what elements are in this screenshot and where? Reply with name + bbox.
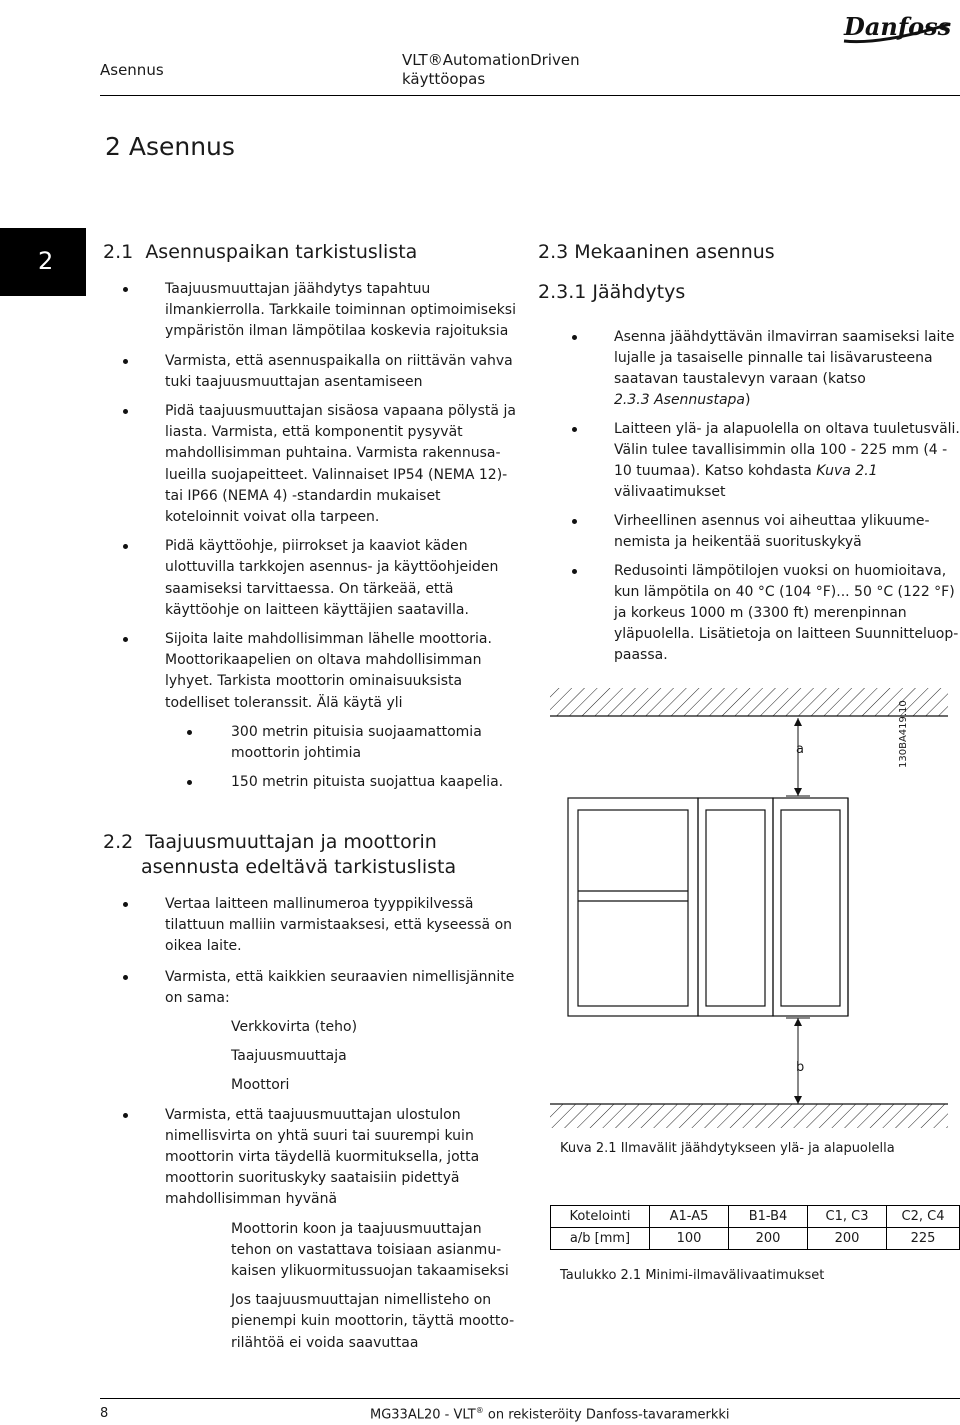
section-2-2-list — [101, 894, 541, 1354]
table-header-cell: A1-A5 — [650, 1206, 729, 1228]
header-rule — [100, 95, 960, 96]
sub-list-item: 150 metrin pituista suojattua kaapelia. — [101, 772, 541, 793]
table-row — [551, 1228, 960, 1250]
list-item: Varmista, että kaikkien seuraavien nimellisjännite on sama: — [101, 967, 541, 1009]
ceiling-hatch — [550, 688, 948, 716]
table-cell: 200 — [808, 1228, 887, 1250]
voltage-item-3: Moottori — [231, 1077, 290, 1094]
list-item: Virheellinen asennus voi aiheuttaa ylikuume- nemista ja heikentää suorituskykyä — [550, 511, 960, 553]
header-product-line1: VLT®AutomationDriven — [402, 51, 580, 69]
drive-left — [568, 798, 698, 1016]
section-2-2-title-line2: asennusta edeltävä tarkistuslista — [141, 856, 457, 878]
table-cell: 100 — [650, 1228, 729, 1250]
section-2-2-heading — [103, 830, 456, 880]
table-cell: a/b [mm] — [551, 1228, 650, 1250]
list-item: Asenna jäähdyttävän ilmavirran saamiseksi laite lujalle ja tasaiselle pinnalle tai lisävarusteena saatavan taustalevyn varaan (katso 2.3.3 Asennustapa) — [550, 327, 960, 411]
list-item: Taajuusmuuttajan jäähdytys tapahtuu ilmankierrolla. Tarkkaile toiminnan optimoimiseksi ympäristön ilman lämpötilaa koskevia rajoituksia — [101, 279, 541, 343]
sub-paragraph: Jos taajuusmuuttajan nimellisteho on pienempi kuin moottorin, täyttä mootto- rilähtöä ei voida saavuttaa — [231, 1292, 515, 1351]
sub-paragraph: Moottorin koon ja taajuusmuuttajan tehon on vastattava toisiaan asianmu- kaisen ylikuormitussuojan takaamiseksi — [231, 1220, 509, 1280]
footer-rule — [100, 1398, 960, 1399]
section-2-1-number: 2.1 — [103, 241, 134, 263]
section-2-2-number: 2.2 — [103, 831, 134, 853]
header-section: Asennus — [100, 61, 164, 79]
table-header-cell: C1, C3 — [808, 1206, 887, 1228]
list-item: Varmista, että taajuusmuuttajan ulostulon nimellisvirta on yhtä suuri tai suurempi kuin moottorin virta täydellä kuormituksella, jotta moottorin suorituskyky saataisiin pidettyä mahdollisimman hyvänä — [101, 1105, 541, 1211]
list-item: Redusointi lämpötilojen vuoksi on huomioitava, kun lämpötila on 40 °C (104 °F)... 50 °C (122 °F) ja korkeus 1000 m (3300 ft) merenpinnan yläpuolella. Lisätietoja on laitteen Suunnitteluop- paassa. — [550, 561, 960, 666]
section-2-3-1-list — [550, 327, 960, 666]
list-item: Varmista, että asennuspaikalla on riittävän vahva tuki taajuusmuuttajan asentamiseen — [101, 351, 541, 393]
section-2-1-heading — [103, 240, 417, 265]
chapter-title: 2 Asennus — [105, 132, 235, 161]
footer-text: MG33AL20 - VLT® on rekisteröity Danfoss-tavaramerkki — [370, 1406, 730, 1423]
section-2-2-title-line1: Taajuusmuuttajan ja moottorin — [145, 831, 437, 853]
table-cell: 200 — [729, 1228, 808, 1250]
chapter-tab-number: 2 — [38, 247, 54, 275]
dimension-a-label: a — [796, 742, 804, 757]
chapter-tab — [0, 228, 86, 296]
list-item: Sijoita laite mahdollisimman lähelle moottoria. Moottorikaapelien on oltava mahdollisimman lyhyet. Tarkista moottorin ominaisuuksista todelliset toleranssit. Älä käytä yli — [101, 629, 541, 714]
list-item: Pidä käyttöohje, piirrokset ja kaaviot käden ulottuvilla tarkkojen asennus- ja käyttöohjeiden saamiseksi tarvittaessa. On tärkeää, että käyttöohje on laitteen käyttäjien saatavilla. — [101, 536, 541, 621]
voltage-item-2: Taajuusmuuttaja — [231, 1048, 347, 1065]
drive-right — [773, 798, 848, 1016]
dimension-b-label: b — [796, 1060, 805, 1075]
figure-code: 130BA419.10 — [898, 700, 909, 768]
clearance-table — [550, 1205, 960, 1250]
list-item: Vertaa laitteen mallinumeroa tyyppikilvessä tilattuun malliin varmistaaksesi, että kyseessä on oikea laite. — [101, 894, 541, 958]
table-header-cell: C2, C4 — [887, 1206, 960, 1228]
sub-list-item: 300 metrin pituisia suojaamattomia moottorin johtimia — [101, 722, 541, 764]
logo-wordmark: Danfoss — [844, 12, 952, 41]
page-number: 8 — [100, 1406, 109, 1421]
section-2-3-1-heading: 2.3.1 Jäähdytys — [538, 281, 686, 303]
section-2-1-list — [101, 279, 541, 793]
section-2-3-heading: 2.3 Mekaaninen asennus — [538, 241, 775, 263]
figure-caption: Kuva 2.1 Ilmavälit jäähdytykseen ylä- ja alapuolella — [560, 1141, 895, 1156]
danfoss-logo — [840, 8, 954, 48]
drive-middle — [698, 798, 773, 1016]
list-item: Laitteen ylä- ja alapuolella on oltava tuuletusväli. Välin tulee tavallisimmin olla 100 - 225 mm (4 - 10 tuumaa). Katso kohdasta Kuva 2.1 välivaatimukset — [550, 419, 960, 503]
header-product-line2: käyttöopas — [402, 70, 486, 88]
voltage-item-1: Verkkovirta (teho) — [231, 1019, 358, 1036]
section-2-1-title: Asennuspaikan tarkistuslista — [145, 241, 418, 263]
table-cell: 225 — [887, 1228, 960, 1250]
table-header-row — [551, 1206, 960, 1228]
floor-hatch — [550, 1104, 948, 1128]
list-item: Pidä taajuusmuuttajan sisäosa vapaana pölystä ja liasta. Varmista, että komponentit pysyvät mahdollisimman puhtaina. Varmista rakennusa- lueilla suojapeitteet. Valinnaiset IP54 (NEMA 12)- tai IP66 (NEMA 4) -standardin mukaiset koteloinnit voivat olla tarpeen. — [101, 401, 541, 528]
table-header-cell: Kotelointi — [551, 1206, 650, 1228]
table-caption: Taulukko 2.1 Minimi-ilmavälivaatimukset — [560, 1268, 825, 1283]
table-header-cell: B1-B4 — [729, 1206, 808, 1228]
